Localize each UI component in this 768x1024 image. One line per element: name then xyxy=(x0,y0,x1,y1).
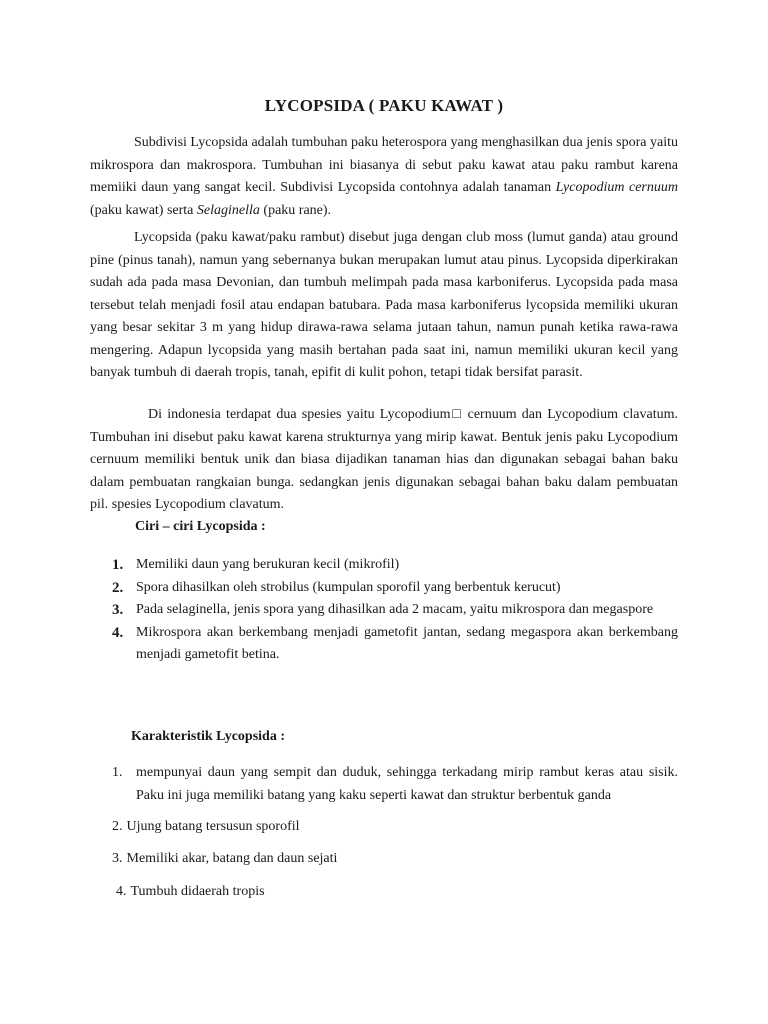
list-item-text: Spora dihasilkan oleh strobilus (kumpulan sporofil yang berbentuk kerucut) xyxy=(136,579,561,595)
list-item-text: Tumbuh didaerah tropis xyxy=(130,884,265,899)
list-item-text: Pada selaginella, jenis spora yang dihasilkan ada 2 macam, yaitu mikrospora dan megaspore xyxy=(136,602,654,617)
karakteristik-heading: Karakteristik Lycopsida : xyxy=(131,729,286,744)
paragraph-intro-text-3: (paku rane). xyxy=(259,202,332,218)
list-number: 1. xyxy=(112,557,124,573)
list-number: 2. xyxy=(112,579,124,596)
genus-name-selaginella: Selaginella xyxy=(196,202,260,218)
list-item-text: mempunyai daun yang sempit dan duduk, sehingga terkadang mirip rambut keras atau sisik. Paku ini juga memiliki batang yang kaku seperti kawat dan struktur berbentuk ganda xyxy=(136,765,678,803)
list-number: 4. xyxy=(116,884,127,899)
list-item-text: Memiliki daun yang berukuran kecil (mikrofil) xyxy=(136,557,400,572)
document-title: LYCOPSIDA ( PAKU KAWAT ) xyxy=(264,96,504,115)
paragraph-intro xyxy=(90,132,678,222)
ciri-list-item xyxy=(112,622,678,667)
list-item-text: Mikrospora akan berkembang menjadi gametofit jantan, sedang megaspora akan berkembang menjadi gametofit betina. xyxy=(136,624,678,662)
karakteristik-item xyxy=(112,816,300,839)
karakteristik-item xyxy=(116,881,265,904)
list-number: 2. xyxy=(112,819,123,834)
list-number: 4. xyxy=(112,624,124,641)
paragraph-description-text: Lycopsida (paku kawat/paku rambut) disebut juga dengan club moss (lumut ganda) atau ground pine (pinus tanah), namun yang sebernanya bukan merupakan lumut atau pinus. Lycopsida diperkirakan sudah ada pada masa Devonian, dan tumbuh melimpah pada masa karboniferus. Lycopsida pada masa tersebut telah menjadi fosil atau endapan batubara. Pada masa karboniferus lycopsida memiliki ukuran yang besar sekitar 3 m yang hidup dirawa-rawa selama jutaan tahun, namun punah ketika rawa-rawa mengering. Adapun lycopsida yang masih bertahan pada saat ini, namun memiliki ukuran kecil yang banyak tumbuh di daerah tropis, tanah, epifit di kulit pohon, tetapi tidak bersifat parasit. xyxy=(90,230,678,380)
ciri-list-item xyxy=(112,554,678,577)
ciri-list-item xyxy=(112,577,678,600)
list-number: 1. xyxy=(112,765,123,780)
ciri-list-item xyxy=(112,599,678,622)
karakteristik-item xyxy=(112,762,678,807)
paragraph-indonesia-text: Di indonesia terdapat dua spesies yaitu Lycopodium□ cernuum dan Lycopodium clavatum. Tumbuhan ini disebut paku kawat karena strukturnya yang mirip kawat. Bentuk jenis paku Lycopodium cernuum memiliki bentuk unik dan biasa dijadikan tanaman hias dan digunakan sebagai bahan baku dalam pembuatan rangkaian bunga. sedangkan jenis digunakan sebagai bahan baku dalam pembuatan pil. spesies Lycopodium clavatum. xyxy=(90,407,678,512)
document-page xyxy=(90,0,678,1024)
paragraph-intro-text-2: (paku kawat) serta xyxy=(90,202,197,218)
list-item-text: Ujung batang tersusun sporofil xyxy=(126,819,300,834)
list-number: 3. xyxy=(112,602,124,618)
karakteristik-item xyxy=(112,848,337,871)
ciri-list xyxy=(112,554,678,667)
list-number: 3. xyxy=(112,851,123,866)
list-item-text: Memiliki akar, batang dan daun sejati xyxy=(126,851,338,866)
ciri-heading: Ciri – ciri Lycopsida : xyxy=(135,519,266,534)
species-name-lycopodium-cernuum: Lycopodium cernuum xyxy=(555,180,678,195)
paragraph-description xyxy=(90,227,678,385)
paragraph-intro-text-1: Subdivisi Lycopsida adalah tumbuhan paku heterospora yang menghasilkan dua jenis spora yaitu mikrospora dan makrospora. Tumbuhan ini biasanya di sebut paku kawat atau paku rambut karena memiiki daun yang sangat kecil. Subdivisi Lycopsida contohnya adalah tanaman xyxy=(90,135,678,195)
paragraph-indonesia xyxy=(90,404,678,517)
